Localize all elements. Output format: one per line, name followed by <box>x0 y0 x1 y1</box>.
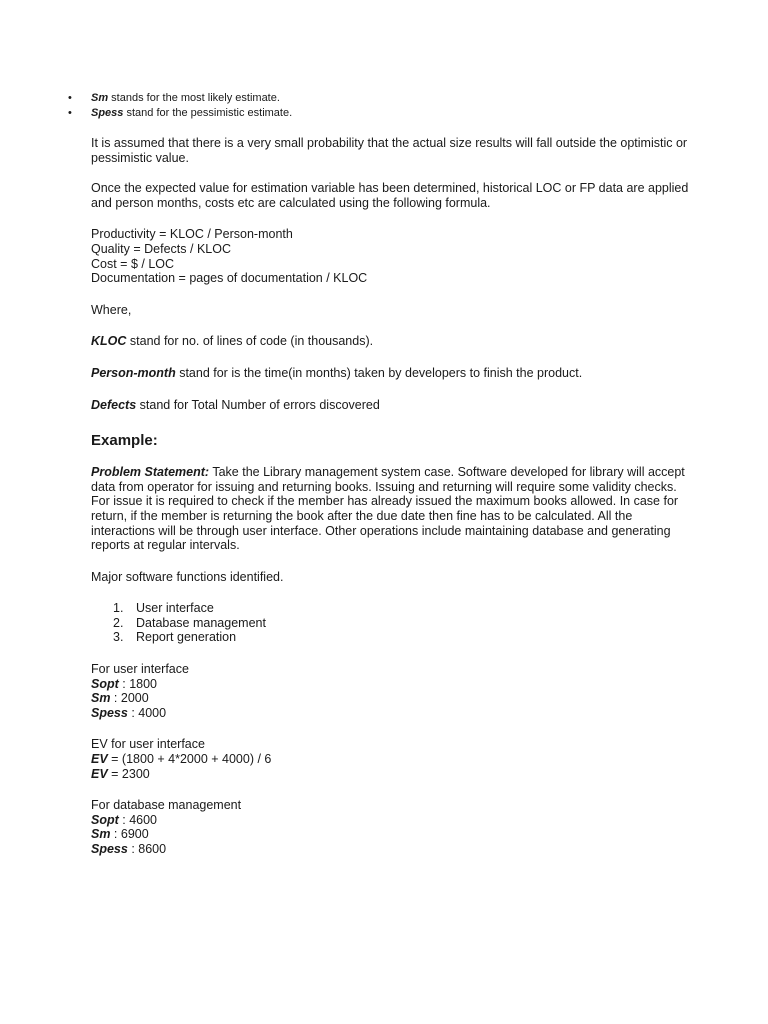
functions-list <box>91 601 691 645</box>
list-number: 2. <box>113 615 124 630</box>
formula-productivity: Productivity = KLOC / Person-month <box>91 227 293 242</box>
term: Sm <box>91 827 111 842</box>
estimate-row-spess <box>91 706 691 721</box>
term: Problem Statement: <box>91 465 210 480</box>
where-label: Where, <box>91 302 132 317</box>
definition-person-month <box>91 366 691 381</box>
functions-intro: Major software functions identified. <box>91 569 284 584</box>
formula-documentation: Documentation = pages of documentation / KLOC <box>91 271 368 286</box>
paragraph-expected-value: Once the expected value for estimation variable has been determined, historical LOC or FP data are applied and person months, costs etc are calculated using the following formula. <box>91 181 689 210</box>
function-item-user-interface <box>91 601 691 616</box>
term: Person-month <box>91 365 176 380</box>
function-item-report-generation <box>91 630 691 645</box>
formula-cost: Cost = $ / LOC <box>91 256 175 271</box>
bullet-text: stand for the pessimistic estimate. <box>123 107 293 119</box>
db-estimate-heading: For database management <box>91 798 242 813</box>
document-body <box>91 136 691 857</box>
estimate-value: : 1800 <box>118 676 158 691</box>
term: Sopt <box>91 812 119 827</box>
term: Sm <box>91 691 111 706</box>
ui-estimate-heading: For user interface <box>91 662 189 677</box>
definition-text: stand for is the time(in months) taken by developers to finish the product. <box>175 365 583 380</box>
db-estimate-block <box>91 798 691 856</box>
estimate-value: : 6900 <box>110 827 149 842</box>
term: EV <box>91 752 108 767</box>
function-label: Report generation <box>136 630 237 645</box>
example-heading: Example: <box>91 432 158 450</box>
term: Spess <box>91 107 124 119</box>
ev-ui-heading: EV for user interface <box>91 737 205 752</box>
list-number: 1. <box>113 601 124 616</box>
estimate-value: : 4000 <box>127 705 167 720</box>
ev-result-row <box>91 767 691 782</box>
ev-formula-row <box>91 752 691 767</box>
ev-formula: = (1800 + 4*2000 + 4000) / 6 <box>107 752 272 767</box>
estimate-row-sopt <box>91 813 691 828</box>
formula-quality: Quality = Defects / KLOC <box>91 241 231 256</box>
function-label: Database management <box>136 615 266 630</box>
estimate-row-sm <box>91 827 691 842</box>
ui-estimate-block <box>91 662 691 720</box>
bullet-icon: • <box>68 107 72 119</box>
estimate-row-spess <box>91 842 691 857</box>
list-number: 3. <box>113 630 124 645</box>
bullet-item-sm <box>68 91 292 106</box>
estimate-bullet-list <box>68 91 292 121</box>
estimate-value: : 8600 <box>127 842 167 856</box>
term: Spess <box>91 842 128 856</box>
formula-block <box>91 227 691 285</box>
paragraph-assumption: It is assumed that there is a very small probability that the actual size results will fall outside the optimistic or pessimistic value. <box>91 136 688 165</box>
definition-text: stand for Total Number of errors discovered <box>136 397 380 412</box>
problem-text: Take the Library management system case. Software developed for library will accept data from operator for issuing and returning books. Issuing and returning will require some validity checks. For issue it is required to check if the member has already issued the maximum books allowed. In case for return, if the member is returning the book after the due date then fine has to be calculated. All the interactions will be through user interface. Other operations include maintaining database and generating reports at regular intervals. <box>91 465 685 553</box>
bullet-icon: • <box>68 92 72 104</box>
estimate-value: : 4600 <box>118 812 158 827</box>
ev-result: = 2300 <box>107 766 150 781</box>
function-item-database-management <box>91 616 691 631</box>
term: Sopt <box>91 676 119 691</box>
estimate-row-sopt <box>91 677 691 692</box>
term: KLOC <box>91 334 127 349</box>
function-label: User interface <box>136 601 214 616</box>
estimate-value: : 2000 <box>110 691 149 706</box>
definition-defects <box>91 398 691 413</box>
bullet-text: stands for the most likely estimate. <box>108 92 280 104</box>
term: Spess <box>91 705 128 720</box>
estimate-row-sm <box>91 691 691 706</box>
ev-ui-block <box>91 737 691 781</box>
term: Defects <box>91 397 137 412</box>
term: Sm <box>91 92 109 104</box>
definition-text: stand for no. of lines of code (in thousands). <box>126 334 374 349</box>
bullet-item-spess <box>68 106 292 121</box>
term: EV <box>91 766 108 781</box>
definition-kloc <box>91 334 691 349</box>
problem-statement <box>91 465 691 553</box>
